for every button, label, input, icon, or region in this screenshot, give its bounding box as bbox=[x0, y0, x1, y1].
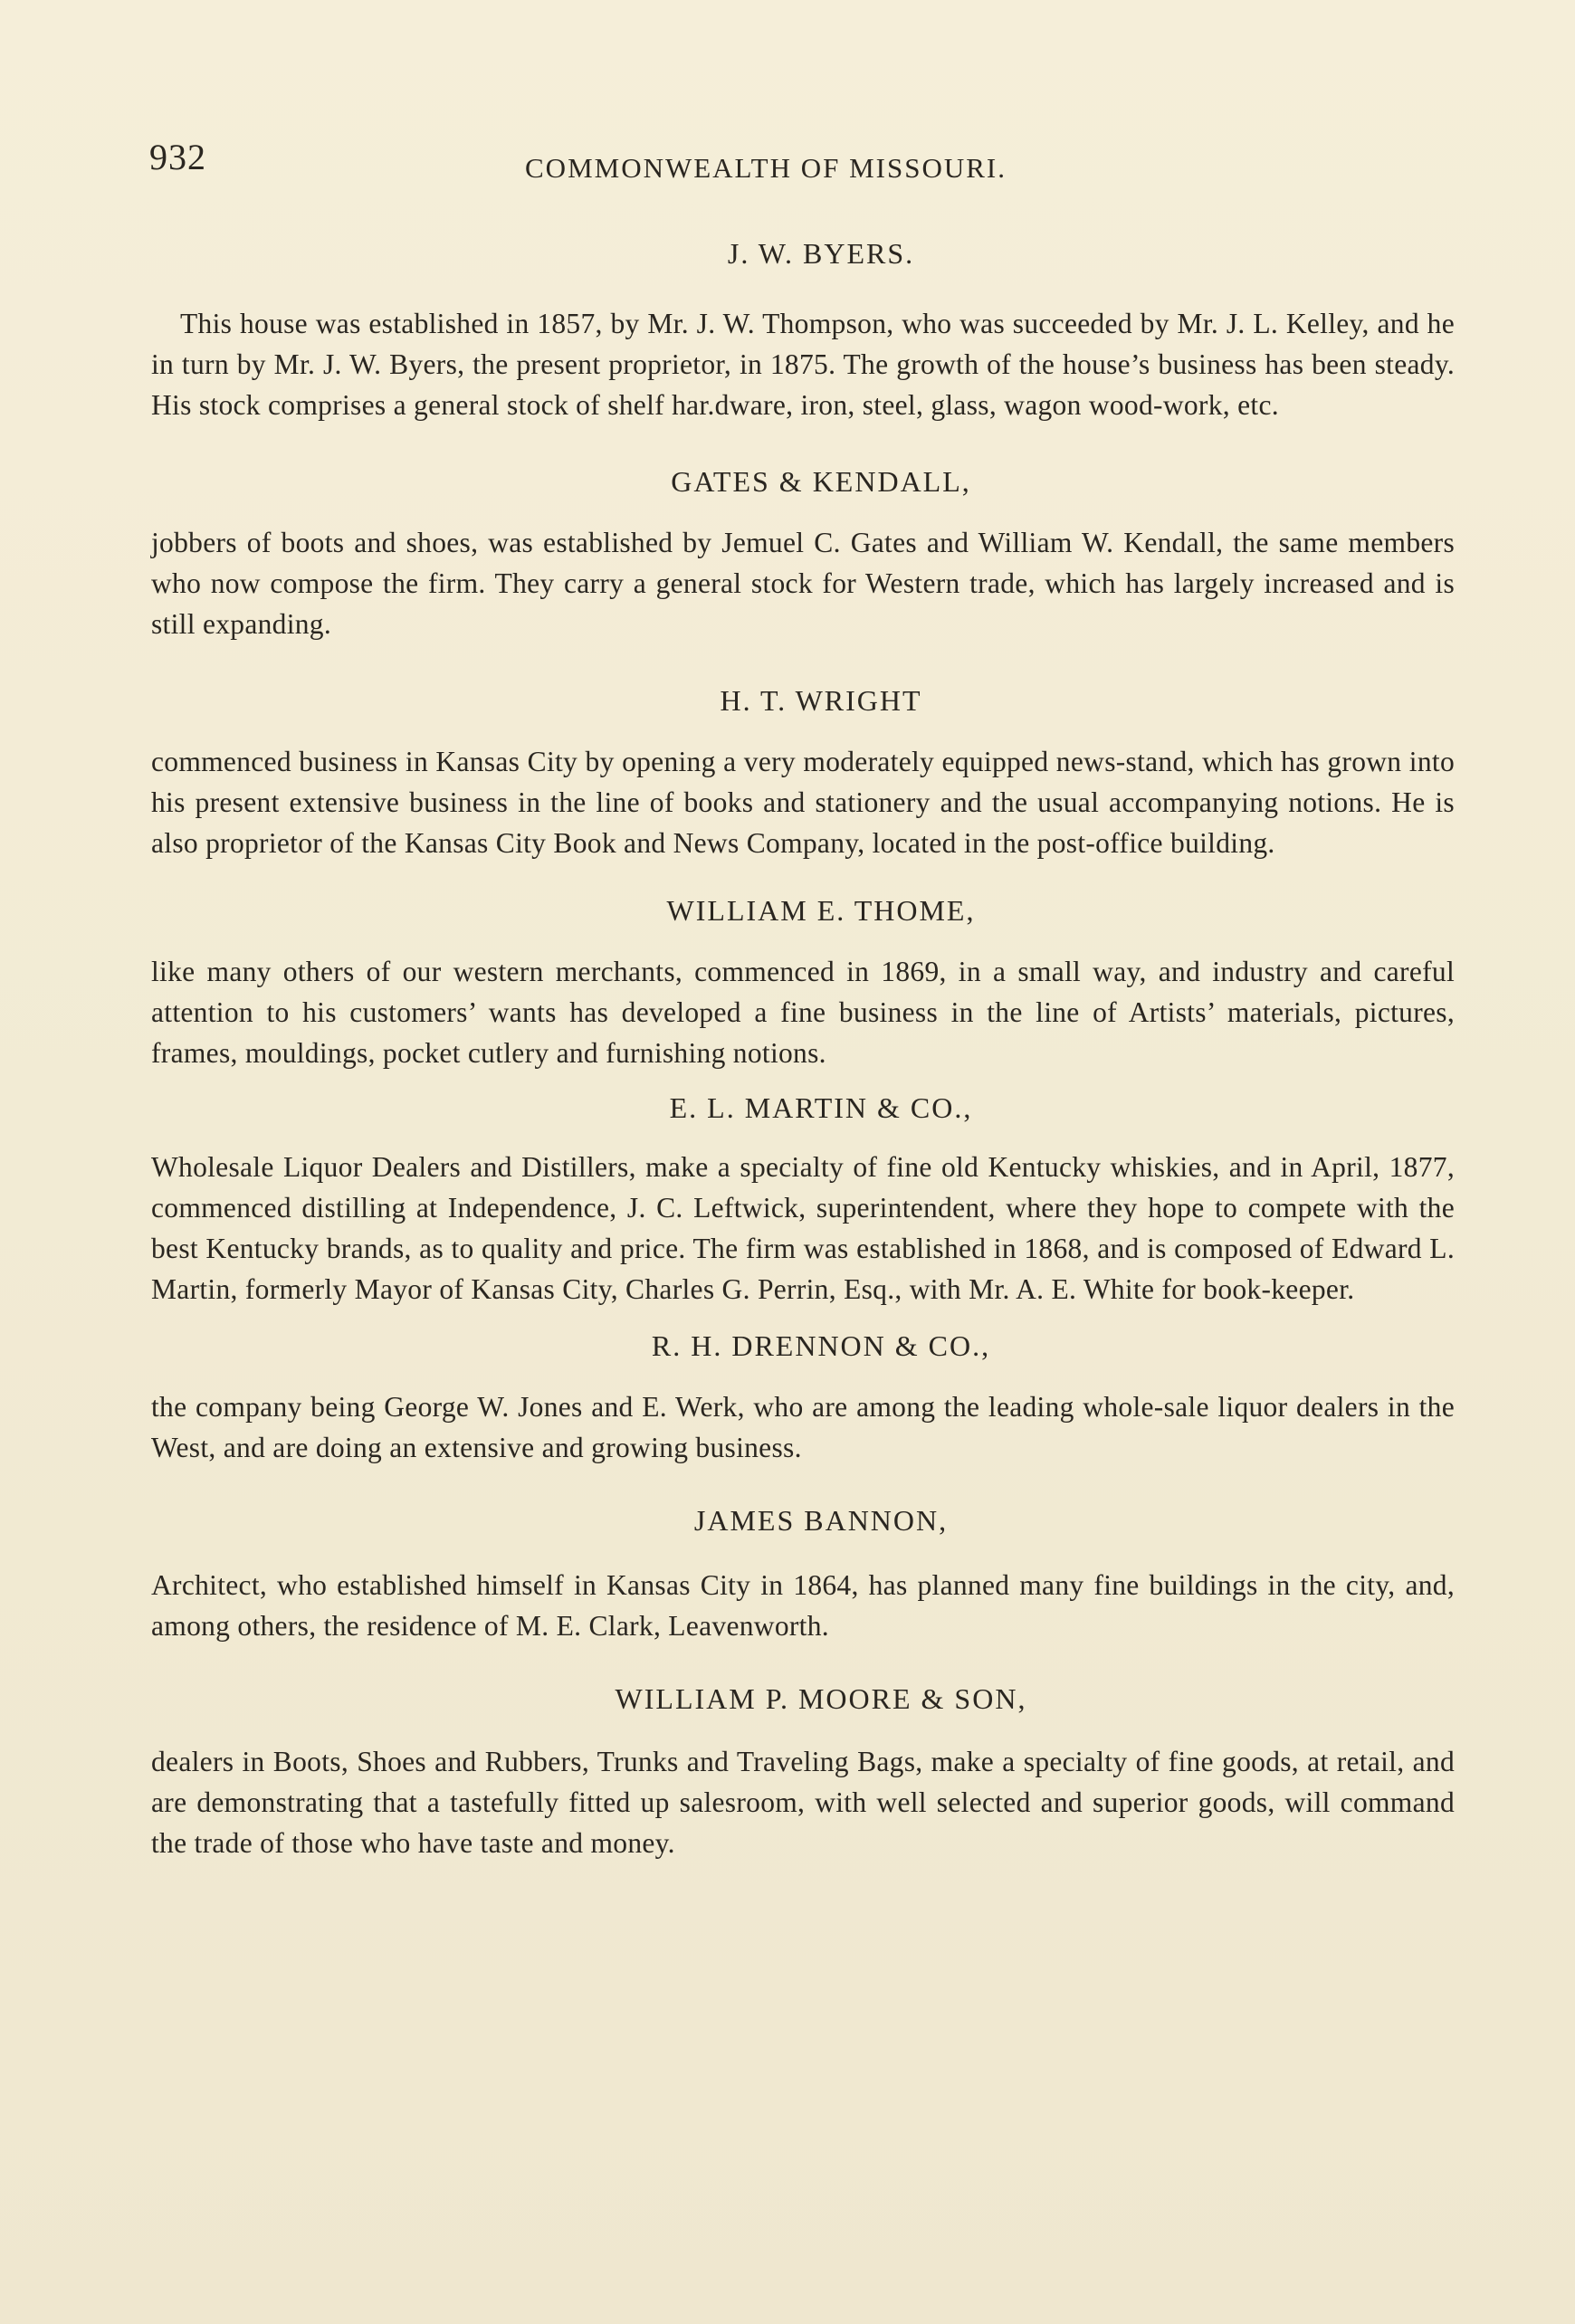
running-title: COMMONWEALTH OF MISSOURI. bbox=[525, 152, 1007, 184]
entry-bannon bbox=[151, 1504, 1455, 1646]
entry-thome bbox=[151, 894, 1455, 1073]
entry-heading: R. H. DRENNON & CO., bbox=[651, 1329, 991, 1362]
entry-byers bbox=[151, 237, 1455, 425]
page-number: 932 bbox=[149, 137, 206, 177]
entry-body: Architect, who established himself in Kansas City in 1864, has planned many fine buildings in the city, and, among others, the residence of M. E. Clark, Leavenworth. bbox=[151, 1569, 1455, 1642]
entry-heading: GATES & KENDALL, bbox=[671, 465, 971, 498]
entry-body: the company being George W. Jones and E. Werk, who are among the leading whole-sale liquor dealers in the West, and are doing an extensive and growing business. bbox=[151, 1391, 1455, 1463]
entry-body: dealers in Boots, Shoes and Rubbers, Trunks and Traveling Bags, make a specialty of fine goods, at retail, and are demonstrating that a tastefully fitted up salesroom, with well selected and superior goods, will command the trade of those who have taste and money. bbox=[151, 1746, 1455, 1859]
entry-heading: WILLIAM P. MOORE & SON, bbox=[615, 1682, 1027, 1715]
entry-wright bbox=[151, 684, 1455, 863]
entry-gates-kendall bbox=[151, 465, 1455, 644]
entry-drennon bbox=[151, 1329, 1455, 1468]
business-entries bbox=[151, 237, 1455, 1863]
entry-heading: J. W. BYERS. bbox=[727, 237, 915, 270]
entry-body: Wholesale Liquor Dealers and Distillers, make a specialty of fine old Kentucky whiskies, and in April, 1877, commenced distilling at Independence, J. C. Leftwick, superintendent, where they hope to compete with the best Kentucky brands, as to quality and price. The firm was established in 1868, and is composed of Edward L. Martin, formerly Mayor of Kansas City, Charles G. Perrin, Esq., with Mr. A. E. White for book-keeper. bbox=[151, 1151, 1455, 1305]
entry-heading: JAMES BANNON, bbox=[693, 1504, 949, 1537]
entry-body: This house was established in 1857, by Mr. J. W. Thompson, who was succeeded by Mr. J. L. Kelley, and he in turn by Mr. J. W. Byers, the present proprietor, in 1875. The growth of the house’s business has been steady. His stock comprises a general stock of shelf har.dware, iron, steel, glass, wagon wood-work, etc. bbox=[151, 308, 1455, 421]
page-header bbox=[149, 136, 1457, 190]
entry-heading: E. L. MARTIN & CO., bbox=[669, 1091, 973, 1124]
entry-body: commenced business in Kansas City by opening a very moderately equipped news-stand, which has grown into his present extensive business in the line of books and stationery and the usual accompanying notions. He is also proprietor of the Kansas City Book and News Company, located in the post-office building. bbox=[151, 746, 1455, 859]
entry-moore bbox=[151, 1682, 1455, 1863]
entry-body: like many others of our western merchants, commenced in 1869, in a small way, and industry and careful attention to his customers’ wants has developed a fine business in the line of Artists’ materials, pictures, frames, mouldings, pocket cutlery and furnishing notions. bbox=[151, 956, 1455, 1069]
entry-body: jobbers of boots and shoes, was established by Jemuel C. Gates and William W. Kendall, the same members who now compose the firm. They carry a general stock for Western trade, which has largely increased and is still expanding. bbox=[151, 527, 1455, 640]
entry-martin bbox=[151, 1091, 1455, 1310]
entry-heading: WILLIAM E. THOME, bbox=[666, 894, 976, 927]
entry-heading: H. T. WRIGHT bbox=[720, 684, 922, 717]
